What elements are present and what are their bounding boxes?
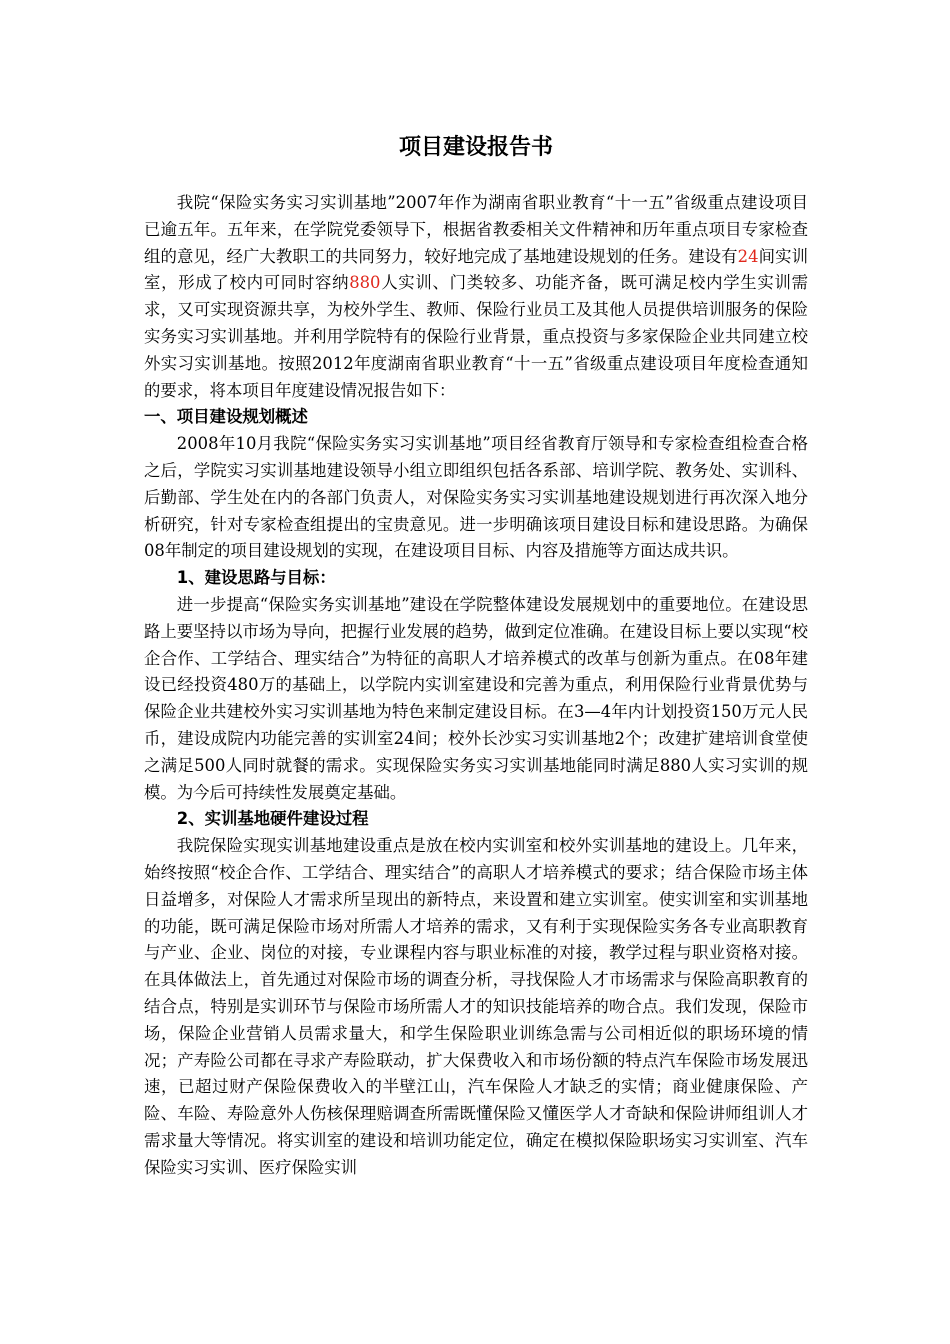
intro-text-part2: 间实训室，形成了校内可同时容纳	[144, 246, 809, 293]
subsection-1-heading: 1、建设思路与目标：	[176, 568, 336, 588]
subsection-2-heading: 2、实训基地硬件建设过程	[176, 809, 369, 829]
document-page	[144, 130, 808, 1181]
intro-paragraph	[144, 190, 808, 404]
section-1-paragraph: 2008年10月我院“保险实务实习实训基地”项目经省教育厅领导和专家检查组检查合格之后，学院实习实训基地建设领导小组立即组织包括各系部、培训学院、教务处、实训科、后勤部、学生处在内的各部门负责人，对保险实务实习实训基地建设规划进行再次深入地分析研究，针对专家检查组提出的宝贵意见。进一步明确该项目建设目标和建设思路。为确保08年制定的项目建设规划的实现，在建设项目目标、内容及措施等方面达成共识。	[144, 434, 808, 561]
section-1-heading: 一、项目建设规划概述	[144, 407, 308, 427]
intro-text-part1: 我院“保险实务实习实训基地”2007年作为湖南省职业教育“十一五”省级重点建设项目已逾五年。五年来，在学院党委领导下，根据省教委相关文件精神和历年重点项目专家检查组的意见，经广大教职工的共同努力，较好地完成了基地建设规划的任务。建设有	[144, 193, 808, 266]
subsection-1-paragraph: 进一步提高“保险实务实训基地”建设在学院整体建设发展规划中的重要地位。在建设思路上要坚持以市场为导向，把握行业发展的趋势，做到定位准确。在建设目标上要以实现“校企合作、工学结合、理实结合”为特征的高职人才培养模式的改革与创新为重点。在08年建设已经投资480万的基础上，以学院内实训室建设和完善为重点，利用保险行业背景优势与保险企业共建校外实习实训基地为特色来制定建设目标。在3—4年内计划投资150万元人民币，建设成院内功能完善的实训室24间；校外长沙实习实训基地2个；改建扩建培训食堂使之满足500人同时就餐的需求。实现保险实务实习实训基地能同时满足880人实习实训的规模。为今后可持续性发展奠定基础。	[144, 594, 809, 802]
capacity-highlight: 880	[349, 273, 381, 293]
intro-text-part3: 人实训、门类较多、功能齐备，既可满足校内学生实训需求，又可实现资源共享，为校外学生、教师、保险行业员工及其他人员提供培训服务的保险实务实习实训基地。并利用学院特有的保险行业背景，重点投资与多家保险企业共同建立校外实习实训基地。按照2012年度湖南省职业教育“十一五”省级重点建设项目年度检查通知的要求，将本项目年度建设情况报告如下：	[144, 273, 809, 400]
subsection-2-paragraph: 我院保险实现实训基地建设重点是放在校内实训室和校外实训基地的建设上。几年来，始终按照“校企合作、工学结合、理实结合”的高职人才培养模式的要求；结合保险市场主体日益增多，对保险人才需求所呈现出的新特点，来设置和建立实训室。使实训室和实训基地的功能，既可满足保险市场对所需人才培养的需求，又有利于实现保险实务各专业高职教育与产业、企业、岗位的对接，专业课程内容与职业标准的对接，教学过程与职业资格对接。在具体做法上，首先通过对保险市场的调查分析，寻找保险人才市场需求与保险高职教育的结合点，特别是实训环节与保险市场所需人才的知识技能培养的吻合点。我们发现，保险市场，保险企业营销人员需求量大，和学生保险职业训练急需与公司相近似的职场环境的情况；产寿险公司都在寻求产寿险联动，扩大保费收入和市场份额的特点汽车保险市场发展迅速，已超过财产保险保费收入的半壁江山，汽车保险人才缺乏的实情；商业健康保险、产险、车险、寿险意外人伤核保理赔调查所需既懂保险又懂医学人才奇缺和保险讲师组训人才需求量大等情况。将实训室的建设和培训功能定位，确定在模拟保险职场实习实训室、汽车保险实习实训、医疗保险实训	[144, 836, 808, 1177]
room-count-highlight: 24	[737, 246, 759, 266]
document-title: 项目建设报告书	[398, 135, 553, 160]
